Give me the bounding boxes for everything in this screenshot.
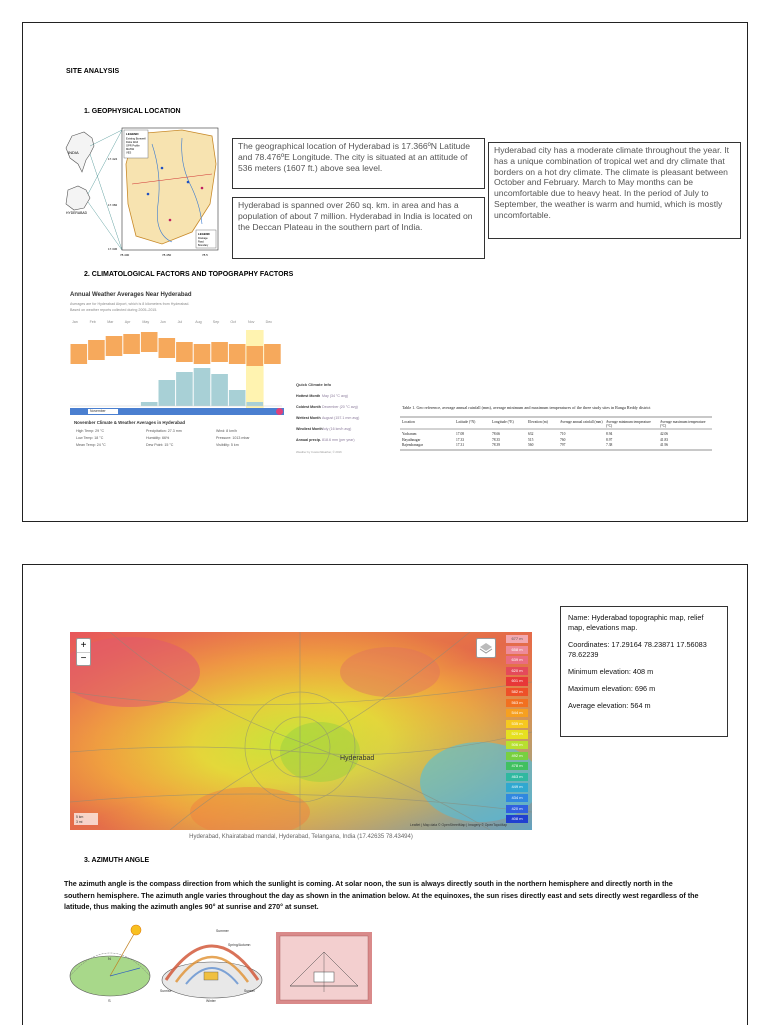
svg-text:Dobe Well: Dobe Well: [126, 141, 138, 144]
scale-mi: 3 mi: [76, 820, 83, 824]
table-header-cell: Average maximum temperature (°C): [660, 420, 706, 428]
svg-text:LEGEND: LEGEND: [198, 232, 210, 236]
temperature-band: [229, 344, 246, 364]
svg-text:Sunset: Sunset: [244, 989, 255, 993]
table-cell: Rajendranagar: [402, 443, 423, 447]
quick-credit: Weather by CustomWeather, © 2016: [296, 450, 342, 454]
table-cell: 515: [528, 437, 534, 442]
month-label: Apr: [124, 320, 131, 324]
info-coordinates: Coordinates: 17.29164 78.23871 17.56083 78.62239: [568, 640, 707, 659]
svg-text:N: N: [108, 956, 111, 961]
elevation-legend-item: 544 m: [506, 709, 528, 717]
temperature-band: [264, 344, 281, 364]
svg-text:17.424: 17.424: [108, 157, 118, 161]
info-min-elevation: Minimum elevation: 408 m: [568, 667, 654, 676]
month-label: Jun: [160, 320, 166, 324]
elevation-legend-item: 620 m: [506, 667, 528, 675]
month-label: Mar: [107, 320, 114, 324]
info-avg-elevation: Average elevation: 564 m: [568, 701, 651, 710]
section-heading-climate: 2. CLIMATOLOGICAL FACTORS AND TOPOGRAPHY FACTORS: [84, 271, 294, 278]
settings-icon[interactable]: [276, 408, 283, 415]
elevation-legend-item: 563 m: [506, 699, 528, 707]
month-label: Oct: [230, 320, 236, 324]
elevation-legend-item: 506 m: [506, 741, 528, 749]
azimuth-paragraph: The azimuth angle is the compass direction from which the sunlight is coming. At solar noon, the sun is always directly south in the northern hemisphere and directly north in the southern hemisphere. The azimuth angle varies throughout the day as shown in the animation below. At the equinoxes, the sun rises directly east and sets directly west regardless of the latitude, thus making the azimuth angles 90° at sunrise and 270° at sunset.: [64, 879, 699, 911]
svg-text:78.5: 78.5: [202, 253, 208, 257]
table-cell: Yacharam: [402, 432, 417, 436]
svg-text:GPR Profile: GPR Profile: [126, 144, 140, 148]
svg-text:Winter: Winter: [206, 999, 216, 1003]
weather-chart-title: Annual Weather Averages Near Hyderabad: [70, 292, 192, 298]
map-city-label: Hyderabad: [340, 755, 375, 762]
hyderabad-inset-label: HYDERABAD: [66, 211, 88, 215]
quick-row-coldest: Coldest Month December (20 °C avg): [296, 405, 358, 409]
table-header-cell: Average annual rainfall (mm): [560, 420, 603, 424]
month-label: Jan: [72, 320, 78, 324]
elevation-legend-item: 639 m: [506, 656, 528, 664]
table-cell: 78.66: [492, 432, 501, 436]
weather-chart-subtitle: Averages are for Hyderabad Airport, which is 8 kilometers from Hyderabad.: [70, 302, 190, 306]
elevation-legend-item: 520 m: [506, 730, 528, 738]
weather-bars: [66, 318, 286, 436]
elevation-info-box: [560, 606, 728, 737]
month-label: Aug: [195, 320, 202, 324]
temperature-band: [247, 346, 264, 366]
temperature-band: [123, 334, 140, 354]
quick-row-windiest: Windiest Month July (16 km/h avg): [296, 427, 352, 431]
svg-text:MASW: MASW: [126, 148, 135, 151]
quick-climate-title: Quick Climate Info: [296, 382, 332, 387]
table-header-cell: Average minimum temperature (°C): [606, 420, 651, 428]
azimuth-diagram-solar: [276, 932, 372, 1004]
month-label: May: [142, 320, 150, 324]
elevation-legend-item: 463 m: [506, 773, 528, 781]
svg-text:Sunrise: Sunrise: [160, 989, 172, 993]
november-stats: High Temp: 29 °C Precipitation: 27.3 mm Wind: 8 km/h Low Temp: 18 °C Humidity: 66% Pressure: 1013 mbar Mean Temp: 24 °C Dew Point: 15 °C Visibility: 5 km: [76, 429, 250, 447]
month-label: Feb: [89, 320, 96, 324]
azimuth-diagram-sunpath: [156, 918, 268, 1006]
quick-row-hottest: Hottest Month May (34 °C avg): [296, 394, 349, 398]
november-title: November Climate & Weather Averages in Hyderabad: [74, 420, 186, 425]
zoom-in-button[interactable]: +: [77, 639, 90, 653]
district-outline-shape: [66, 186, 90, 210]
temperature-band: [141, 332, 158, 352]
rainfall-bar: [229, 390, 246, 406]
house-icon: [204, 972, 218, 980]
table-header-cell: Latitude (°N): [456, 420, 476, 424]
table-cell: 17.33: [456, 437, 465, 442]
quick-climate-info: [290, 380, 400, 460]
table-cell: 710: [560, 432, 566, 436]
table-header-cell: Longitude (°E): [492, 420, 514, 424]
rainfall-bar: [211, 374, 228, 406]
elevation-map-canvas: [70, 632, 532, 830]
temperature-band: [176, 342, 193, 362]
elevation-legend-item: 677 m: [506, 635, 528, 643]
month-label: Dec: [265, 320, 272, 324]
section-heading-azimuth: 3. AZIMUTH ANGLE: [84, 857, 150, 864]
elevation-legend-item: 478 m: [506, 762, 528, 770]
rainfall-bar: [159, 380, 176, 406]
study-sites-table: [400, 405, 730, 455]
elevation-legend-item: 658 m: [506, 646, 528, 654]
india-label: INDIA: [68, 150, 79, 155]
svg-text:Summer: Summer: [216, 929, 229, 933]
quick-row-wettest: Wettest Month August (157.1 mm avg): [296, 416, 360, 420]
elevation-legend-item: 408 m: [506, 815, 528, 823]
location-map-figure: [62, 124, 222, 258]
map-attribution: Leaflet | Map data © OpenStreetMap | Imagery © OpenTopoMap: [410, 823, 508, 827]
temperature-band: [71, 344, 88, 364]
rainfall-bar: [176, 372, 193, 406]
table-cell: 7.38: [606, 443, 613, 447]
month-label: Sep: [212, 320, 220, 324]
sun-icon: [131, 925, 141, 935]
table-caption: Table 1. Geo reference, average annual rainfall (mm), average minimum and maximum temperatures of the three study sites in Ranga Reddy district: [402, 405, 651, 410]
table-cell: 632: [528, 432, 534, 436]
svg-text:LEGEND: LEGEND: [126, 132, 139, 136]
svg-text:78.400: 78.400: [120, 253, 130, 257]
zoom-out-button[interactable]: −: [80, 653, 87, 664]
svg-text:17.382: 17.382: [108, 203, 118, 207]
svg-text:Spring/Autumn: Spring/Autumn: [228, 943, 251, 947]
temperature-band: [211, 342, 228, 362]
svg-text:78.450: 78.450: [162, 253, 172, 257]
quick-row-precip: Annual precip. 818.6 mm (per year): [296, 438, 355, 442]
table-cell: 560: [528, 443, 534, 447]
svg-text:Existing Borewell: Existing Borewell: [126, 137, 146, 141]
elevation-legend-item: 601 m: [506, 677, 528, 685]
table-header-cell: Elevation (m): [528, 420, 548, 424]
temperature-band: [194, 344, 211, 364]
info-name: Name: Hyderabad topographic map, relief map, elevations map.: [568, 613, 704, 632]
selected-month-highlight: [246, 330, 264, 408]
month-selector-bar[interactable]: [70, 408, 284, 415]
elevation-legend-item: 535 m: [506, 720, 528, 728]
table-cell: 78.39: [492, 443, 501, 447]
svg-text:Boundary: Boundary: [198, 244, 209, 247]
month-label: Jul: [177, 320, 183, 324]
table-cell: 41.96: [660, 443, 669, 447]
table-cell: 78.35: [492, 437, 501, 442]
table-cell: Hayathnagar: [402, 437, 421, 442]
rainfall-bar: [247, 402, 264, 406]
table-cell: 17.31: [456, 443, 465, 447]
scale-km: 5 km: [76, 815, 84, 819]
table-cell: 17.08: [456, 432, 465, 436]
elevation-legend-item: 582 m: [506, 688, 528, 696]
svg-text:S: S: [108, 998, 111, 1003]
location-text-box: The geographical location of Hyderabad is 17.366ºN Latitude and 78.476ºE Longitude. The city is situated at an attitude of 536 meters (1607 ft.) above sea level.: [232, 138, 485, 189]
elevation-legend: [506, 635, 528, 827]
layers-button[interactable]: [476, 638, 496, 658]
table-cell: 8.97: [606, 437, 613, 442]
svg-text:Drainage: Drainage: [198, 237, 208, 240]
elevation-legend-item: 492 m: [506, 752, 528, 760]
temperature-band: [88, 340, 105, 360]
table-cell: 41.83: [660, 437, 669, 442]
svg-text:Road: Road: [198, 240, 204, 244]
map-caption: Hyderabad, Khairatabad mandal, Hyderabad, Telangana, India (17.42635 78.43494): [189, 834, 413, 840]
info-max-elevation: Maximum elevation: 696 m: [568, 684, 656, 693]
weather-chart-note: Based on weather reports collected during 2005–2015.: [70, 308, 158, 312]
table-cell: 8.94: [606, 432, 613, 436]
zoom-control: [76, 638, 91, 666]
area-text-box: Hyderabad is spanned over 260 sq. km. in area and has a population of about 7 million. Hyderabad in India is located on the Deccan Plateau in the southern part of India.: [232, 197, 485, 259]
azimuth-diagram-earth: [64, 920, 154, 1004]
elevation-legend-item: 420 m: [506, 805, 528, 813]
month-select[interactable]: November: [88, 409, 118, 414]
temperature-band: [159, 338, 176, 358]
table-cell: 42.06: [660, 432, 669, 436]
rainfall-bar: [141, 402, 158, 406]
elevation-legend-item: 434 m: [506, 794, 528, 802]
climate-text-box: Hyderabad city has a moderate climate throughout the year. It has a unique combination of tropical wet and dry climate that borders on a hot dry climate. The climate is pleasant between October and February. March to May months can be uncomfortable due to heavy heat. In the period of July to September, the weather is warm and humid, which is mostly uncomfortable.: [488, 142, 741, 239]
rainfall-bar: [194, 368, 211, 406]
table-cell: 797: [560, 443, 566, 447]
table-cell: 760: [560, 437, 566, 442]
weather-averages-figure: [66, 290, 286, 460]
table-header-cell: Location: [402, 420, 415, 424]
elevation-map: [70, 632, 532, 830]
layers-icon: [477, 639, 495, 657]
month-label: Nov: [248, 320, 255, 324]
svg-text:VES: VES: [126, 151, 132, 155]
section-heading-geophysical: 1. GEOPHYSICAL LOCATION: [84, 108, 181, 115]
temperature-band: [106, 336, 123, 356]
svg-text:17.336: 17.336: [108, 247, 118, 251]
elevation-legend-item: 449 m: [506, 783, 528, 791]
page-title: SITE ANALYSIS: [66, 68, 120, 75]
